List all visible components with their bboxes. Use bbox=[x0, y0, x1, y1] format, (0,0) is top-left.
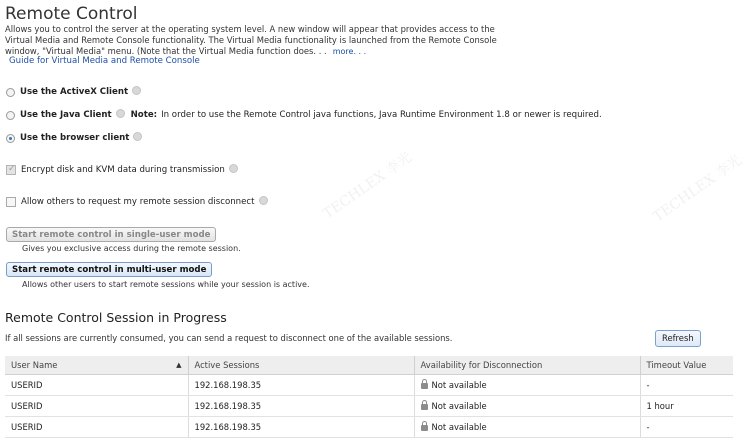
cell-session: 192.168.198.35 bbox=[188, 374, 414, 395]
availability-text: Not available bbox=[431, 379, 487, 390]
cell-timeout: 1 hour bbox=[640, 395, 733, 416]
lock-icon bbox=[421, 383, 428, 389]
cell-availability bbox=[414, 374, 640, 395]
column-header-timeout[interactable] bbox=[640, 356, 733, 374]
table-row[interactable] bbox=[5, 395, 733, 416]
allow-others-option[interactable] bbox=[6, 197, 268, 207]
table-header-row bbox=[5, 356, 733, 374]
allow-others-label: Allow others to request my remote session disconnect bbox=[21, 197, 255, 207]
sessions-table bbox=[5, 356, 733, 438]
cell-user: USERID bbox=[5, 374, 188, 395]
lock-icon bbox=[421, 404, 428, 410]
single-user-mode-button[interactable]: Start remote control in single-user mode bbox=[6, 227, 216, 242]
encrypt-option[interactable] bbox=[6, 165, 238, 175]
availability-text: Not available bbox=[431, 421, 487, 432]
multi-user-hint: Allows other users to start remote sessions while your session is active. bbox=[22, 280, 310, 289]
help-icon[interactable] bbox=[132, 86, 141, 95]
column-header-user-name[interactable] bbox=[5, 356, 188, 374]
column-header-label: Active Sessions bbox=[194, 359, 260, 370]
table-row[interactable] bbox=[5, 374, 733, 395]
single-user-hint: Gives you exclusive access during the remote session. bbox=[22, 244, 241, 253]
cell-timeout: - bbox=[640, 374, 733, 395]
cell-user: USERID bbox=[5, 395, 188, 416]
page-title: Remote Control bbox=[5, 4, 138, 24]
java-label: Use the Java Client bbox=[20, 110, 112, 120]
availability-text: Not available bbox=[431, 400, 487, 411]
allow-others-checkbox[interactable] bbox=[6, 197, 16, 207]
cell-availability bbox=[414, 395, 640, 416]
browser-radio[interactable] bbox=[6, 134, 15, 143]
multi-user-mode-button[interactable]: Start remote control in multi-user mode bbox=[6, 262, 212, 277]
cell-availability bbox=[414, 416, 640, 437]
java-radio[interactable] bbox=[6, 111, 15, 120]
java-note-label: Note: bbox=[130, 110, 158, 120]
column-header-availability[interactable] bbox=[414, 356, 640, 374]
activex-radio[interactable] bbox=[6, 88, 15, 97]
activex-client-option[interactable] bbox=[6, 87, 141, 97]
cell-user: USERID bbox=[5, 416, 188, 437]
encrypt-label: Encrypt disk and KVM data during transmission bbox=[21, 165, 225, 175]
guide-link[interactable]: Guide for Virtual Media and Remote Console bbox=[9, 56, 200, 66]
column-header-active-sessions[interactable] bbox=[188, 356, 414, 374]
cell-timeout: - bbox=[640, 416, 733, 437]
help-icon[interactable] bbox=[116, 109, 125, 118]
java-client-option[interactable] bbox=[6, 110, 602, 120]
help-icon[interactable] bbox=[259, 196, 268, 205]
cell-session: 192.168.198.35 bbox=[188, 395, 414, 416]
java-note-text: In order to use the Remote Control java functions, Java Runtime Environment 1.8 or newer is required. bbox=[161, 110, 602, 120]
lock-icon bbox=[421, 425, 428, 431]
watermark: TECHLEX 李光 bbox=[650, 152, 746, 226]
cell-session: 192.168.198.35 bbox=[188, 416, 414, 437]
browser-label: Use the browser client bbox=[20, 133, 130, 143]
page-description bbox=[5, 24, 515, 57]
more-link[interactable]: more. . . bbox=[332, 47, 367, 56]
watermark: TECHLEX 李光 bbox=[320, 149, 416, 223]
column-header-label: User Name bbox=[11, 359, 58, 370]
sessions-subtitle: If all sessions are currently consumed, you can send a request to disconnect one of the available sessions. bbox=[5, 333, 453, 343]
description-text: Allows you to control the server at the operating system level. A new window will appear that provides access to the Virtual Media and Remote Console functionality. The Virtual Media functionality is launched from the Remote Console window, "Virtual Media" menu. (Note that the Virtual Media function does. . . bbox=[5, 24, 497, 56]
column-header-label: Timeout Value bbox=[646, 359, 707, 370]
help-icon[interactable] bbox=[229, 164, 238, 173]
table-row[interactable] bbox=[5, 416, 733, 437]
encrypt-checkbox[interactable] bbox=[6, 165, 16, 175]
refresh-button[interactable]: Refresh bbox=[655, 330, 701, 347]
column-header-label: Availability for Disconnection bbox=[420, 359, 543, 370]
sessions-title: Remote Control Session in Progress bbox=[5, 310, 227, 325]
browser-client-option[interactable] bbox=[6, 133, 142, 143]
sort-ascending-icon[interactable]: ▲ bbox=[176, 360, 182, 369]
activex-label: Use the ActiveX Client bbox=[20, 87, 129, 97]
help-icon[interactable] bbox=[133, 132, 142, 141]
